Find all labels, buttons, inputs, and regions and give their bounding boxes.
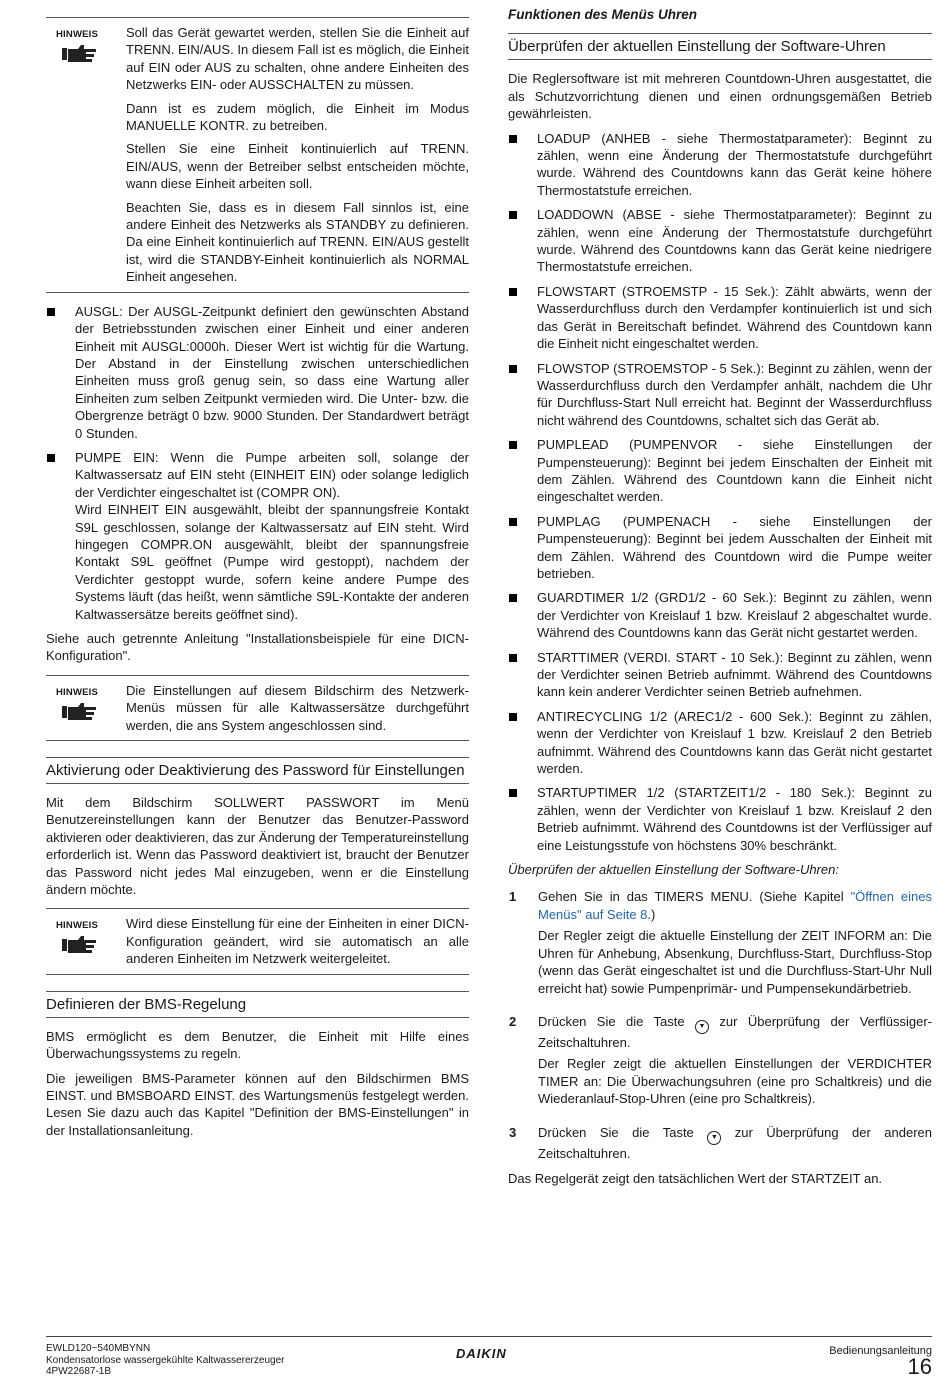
document-type: Bedienungsanleitung bbox=[829, 1345, 932, 1357]
bullet-square-icon bbox=[509, 288, 517, 296]
document-code: 4PW22687-1B bbox=[46, 1366, 112, 1377]
bms-text: Die jeweiligen BMS-Parameter können auf den Bildschirmen BMS EINST. und BMSBOARD EINST. des Wartungsmenüs festgelegt werden. Lesen Sie dazu auch das Kapitel "Definition der BMS-Einstellungen" in der Installationsanleitung. bbox=[46, 1070, 469, 1138]
timer-bullet bbox=[508, 283, 932, 353]
bullet-text: PUMPLAG (PUMPENACH - siehe Einstellungen der Pumpensteuerung): Beginnt bei jedem Ausschalten der Einheit mit dem Zählen. Während des Countdown wird die Pumpe weiter betrieben. bbox=[537, 513, 932, 581]
step-number: 2 bbox=[509, 1013, 517, 1029]
pointing-hand-icon bbox=[62, 935, 98, 955]
step-text: Drücken Sie die Taste bbox=[538, 1013, 685, 1029]
section-heading-password: Aktivierung oder Deaktivierung des Password für Einstellungen bbox=[46, 757, 469, 784]
step-text: zur Überprüfung der anderen Zeitschaltuhren. bbox=[538, 1124, 932, 1161]
daikin-logo: DAIKIN bbox=[456, 1346, 507, 1361]
down-button-icon: ▼ bbox=[695, 1020, 709, 1034]
step-text: Drücken Sie die Taste bbox=[538, 1124, 694, 1140]
hint-label: HINWEIS bbox=[56, 920, 99, 932]
bullet-square-icon bbox=[509, 518, 517, 526]
procedure-subtitle: Überprüfen der aktuellen Einstellung der Software-Uhren: bbox=[508, 862, 839, 878]
bullet-square-icon bbox=[509, 211, 517, 219]
bullet-ausgl bbox=[46, 303, 469, 442]
step-number: 3 bbox=[509, 1124, 517, 1140]
timer-bullet bbox=[508, 130, 932, 200]
bullet-square-icon bbox=[509, 654, 517, 662]
closing-text: Das Regelgerät zeigt den tatsächlichen Wert der STARTZEIT an. bbox=[508, 1170, 883, 1186]
bullet-square-icon bbox=[47, 454, 55, 462]
step-text: Der Regler zeigt die aktuelle Einstellung der ZEIT INFORM an: Die Uhren für Anhebung, Absenkung, Durchfluss-Start, Durchfluss-Stop (wenn das Gerät eingeschaltet ist und die Durchfluss-Start-Uhr Null erreicht hat) sowie Pumpenprimär- und Pumpensekundärbetrieb. bbox=[538, 928, 932, 996]
hint-box bbox=[46, 17, 469, 293]
bullet-square-icon bbox=[509, 789, 517, 797]
section-heading-timers: Überprüfen der aktuellen Einstellung der Software-Uhren bbox=[508, 33, 932, 60]
step-text: zur Überprüfung der Verflüssiger-Zeitschaltuhren. bbox=[538, 1013, 932, 1050]
right-column bbox=[508, 0, 932, 1194]
down-button-icon: ▼ bbox=[707, 1131, 721, 1145]
hint-label: HINWEIS bbox=[56, 686, 99, 698]
bullet-text: AUSGL: Der AUSGL-Zeitpunkt definiert den gewünschten Abstand der Betriebsstunden zwischen einer Einheit und einer anderen Einheit mit AUSGL:0000h. Dieser Wert ist wichtig für die Wartung. Der Abstand in der Einstellung zwischen unterschiedlichen Einheiten muss groß genug sein, so dass eine Wartung aller Einheiten zum selben Zeitpunkt vermieden wird. Die Unter- bzw. die Obergrenze beträgt 0 bzw. 9000 Stunden. Der Standardwert beträgt 0 Stunden. bbox=[75, 303, 469, 441]
step-text: Der Regler zeigt die aktuellen Einstellungen der VERDICHTER TIMER an: Die Überwachungsuhren (eine pro Schaltkreis) und die Wiederanlauf-Stop-Uhren (eine pro Schaltkreis). bbox=[538, 1056, 932, 1107]
footer-info bbox=[46, 1343, 284, 1378]
step-1 bbox=[508, 888, 932, 996]
step-text: .) bbox=[647, 906, 656, 922]
bms-text: BMS ermöglicht es dem Benutzer, die Einheit mit Hilfe eines Überwachungssystems zu regeln. bbox=[46, 1028, 469, 1062]
hint-paragraph: Soll das Gerät gewartet werden, stellen Sie die Einheit auf TRENN. EIN/AUS. In diesem Fall ist es möglich, die Einheit auf EIN oder AUS zu schalten, ohne andere Einheiten des Netzwerks EIN- oder AUSSCHALTEN zu müssen. bbox=[126, 25, 469, 93]
product-description: Kondensatorlose wassergekühlte Kaltwassererzeuger bbox=[46, 1354, 285, 1366]
timer-bullet bbox=[508, 513, 932, 583]
page-link[interactable]: "Öffnen eines Menüs" auf Seite 8 bbox=[538, 889, 932, 922]
intro-text: Die Reglersoftware ist mit mehreren Countdown-Uhren ausgestattet, die als Schutzvorrichtung dienen und einen ordnungsgemäßen Betrieb gewährleisten. bbox=[508, 71, 932, 122]
bullet-square-icon bbox=[509, 713, 517, 721]
hint-paragraph: Dann ist es zudem möglich, die Einheit im Modus MANUELLE KONTR. zu betreiben. bbox=[126, 100, 469, 134]
bullet-text: GUARDTIMER 1/2 (GRD1/2 - 60 Sek.): Beginnt zu zählen, wenn der Verdichter von Kreislauf 1 bzw. Kreislauf 2 abgeschaltet wurde. Während des Countdowns kann das Gerät nicht gestartet werden. bbox=[537, 590, 932, 641]
bullet-square-icon bbox=[509, 594, 517, 602]
bullet-text: LOADUP (ANHEB - siehe Thermostatparameter): Beginnt zu zählen, wenn eine Änderung der Thermostatstufe durchgeführt wurde. Während des Countdowns kann das Gerät keine höhere Thermostatstufe erreichen. bbox=[537, 130, 932, 198]
timer-bullet bbox=[508, 649, 932, 701]
bullet-square-icon bbox=[509, 441, 517, 449]
pointing-hand-icon bbox=[62, 702, 98, 722]
timer-bullet bbox=[508, 206, 932, 276]
left-column bbox=[46, 0, 469, 1146]
timer-bullet bbox=[508, 360, 932, 430]
bullet-text: PUMPE EIN: Wenn die Pumpe arbeiten soll, solange der Kaltwassersatz auf EIN steht (EINHEIT EIN) oder solange lediglich der Verdichter eingeschaltet ist (COMPR ON). bbox=[75, 449, 469, 500]
bullet-text: STARTUPTIMER 1/2 (STARTZEIT1/2 - 180 Sek.): Beginnt zu zählen, wenn der Verdichter von Kreislauf 1 bzw. Kreislauf 2 den Betrieb aufnimmt. Während des Countdowns ist der Verflüssiger auf eine Leistungsstufe von höchstens 30% beschränkt. bbox=[537, 785, 932, 853]
hint-paragraph: Wird diese Einstellung für eine der Einheiten in einer DICN-Konfiguration geändert, wird sie automatisch an alle anderen Einheiten im Netzwerk weitergeleitet. bbox=[126, 916, 469, 967]
step-2 bbox=[508, 1013, 932, 1108]
hint-box bbox=[46, 675, 469, 741]
hint-paragraph: Beachten Sie, dass es in diesem Fall sinnlos ist, eine andere Einheit des Netzwerks als STANDBY zu definieren. Da eine Einheit kontinuierlich auf TRENN. EIN/AUS gestellt ist, wird die STANDBY-Einheit kontinuierlich als NORMAL Einheit angesehen. bbox=[126, 199, 469, 285]
pointing-hand-icon bbox=[62, 44, 98, 64]
hint-paragraph: Stellen Sie eine Einheit kontinuierlich auf TRENN. EIN/AUS, wenn der Betreiber selbst entscheiden möchte, wann diese Einheit arbeiten soll. bbox=[126, 141, 469, 192]
timer-bullet bbox=[508, 589, 932, 641]
hint-paragraph: Die Einstellungen auf diesem Bildschirm des Netzwerk-Menüs müssen für alle Kaltwassersätze durchgeführt werden, die ans System angeschlossen sind. bbox=[126, 682, 469, 733]
step-text: Gehen Sie in das TIMERS MENU. (Siehe Kapitel bbox=[538, 889, 851, 905]
page-number: 16 bbox=[907, 1354, 932, 1379]
section-heading-bms: Definieren der BMS-Regelung bbox=[46, 991, 469, 1018]
hint-box bbox=[46, 908, 469, 974]
timer-bullet bbox=[508, 436, 932, 506]
step-3 bbox=[508, 1124, 932, 1162]
bullet-text: STARTTIMER (VERDI. START - 10 Sek.): Beginnt zu zählen, wenn der Verdichter seinen Betrieb aufnimmt. Während des Countdowns kann kein anderer Verdichter seinen Betrieb aufnehmen. bbox=[537, 649, 932, 700]
bullet-square-icon bbox=[509, 365, 517, 373]
bullet-square-icon bbox=[47, 308, 55, 316]
model-number: EWLD120~540MBYNN bbox=[46, 1343, 151, 1354]
bullet-text: Wird EINHEIT EIN ausgewählt, bleibt der spannungsfreie Kontakt S9L geschlossen, solange der Kaltwassersatz auf EIN steht. Wird hingegen COMPR.ON ausgewählt, bleibt der spannungsfreie Kontakt S9L geöffnet (Pumpe wird gestoppt), nachdem der Verdichter gestoppt wurde, sofern keine andere Pumpe des Systems läuft (das heißt, wenn sämtliche S9L-Kontakte der anderen Kaltwassersätze bereits geöffnet sind). bbox=[75, 502, 469, 622]
bullet-text: FLOWSTOP (STROEMSTOP - 5 Sek.): Beginnt zu zählen, wenn der Wasserdurchfluss durch den Verdampfer anhält, nachdem die Uhr für Durchfluss-Start Null erreicht hat. Beginnt der Wasserdurchfluss nicht während des Countdowns, schaltet sich das Gerät ab. bbox=[537, 360, 932, 428]
bullet-square-icon bbox=[509, 135, 517, 143]
password-text: Mit dem Bildschirm SOLLWERT PASSWORT im Menü Benutzereinstellungen kann der Benutzer das Benutzer-Password aktivieren oder deaktivieren, das zur Änderung der Temperatureinstellung erforderlich ist. Wenn das Password deaktiviert ist, braucht der Benutzer das Password nicht jedes Mal einzugeben, wenn er die Einstellung ändern möchte. bbox=[46, 795, 469, 898]
hint-label: HINWEIS bbox=[56, 29, 99, 40]
step-number: 1 bbox=[509, 889, 517, 905]
bullet-text: ANTIRECYCLING 1/2 (AREC1/2 - 600 Sek.): Beginnt zu zählen, wenn der Verdichter von Kreislauf 1 bzw. Kreislauf 2 den Betrieb aufnimmt. Während des Countdowns kann das Gerät nicht gestartet werden. bbox=[537, 708, 932, 777]
timer-bullet bbox=[508, 784, 932, 854]
timer-bullet bbox=[508, 708, 932, 778]
bullet-pumpe-ein bbox=[46, 449, 469, 623]
bullet-text: LOADDOWN (ABSE - siehe Thermostatparameter): Beginnt zu zählen, wenn eine Änderung der Thermostatstufe durchgeführt wurde. Während des Countdowns kann das Gerät keine niedrigere Thermostatstufe erreichen. bbox=[537, 207, 932, 275]
page-footer bbox=[46, 1336, 932, 1379]
bullet-text: PUMPLEAD (PUMPENVOR - siehe Einstellungen der Pumpensteuerung): Beginnt bei jedem Einschalten der Einheit mit dem Zählen. Während des Countdown kann die Einheit nicht eingeschaltet werden. bbox=[537, 437, 932, 505]
section-title: Funktionen des Menüs Uhren bbox=[508, 7, 698, 22]
bullet-text: FLOWSTART (STROEMSTP - 15 Sek.): Zählt abwärts, wenn der Wasserdurchfluss durch den Verdampfer kontinuierlich ist und sich das Gerät in Bereitschaft befindet. Während des Countdown kann die Einheit nicht eingeschaltet werden. bbox=[537, 283, 932, 352]
see-also-text: Siehe auch getrennte Anleitung "Installationsbeispiele für eine DICN-Konfiguration". bbox=[46, 631, 469, 664]
